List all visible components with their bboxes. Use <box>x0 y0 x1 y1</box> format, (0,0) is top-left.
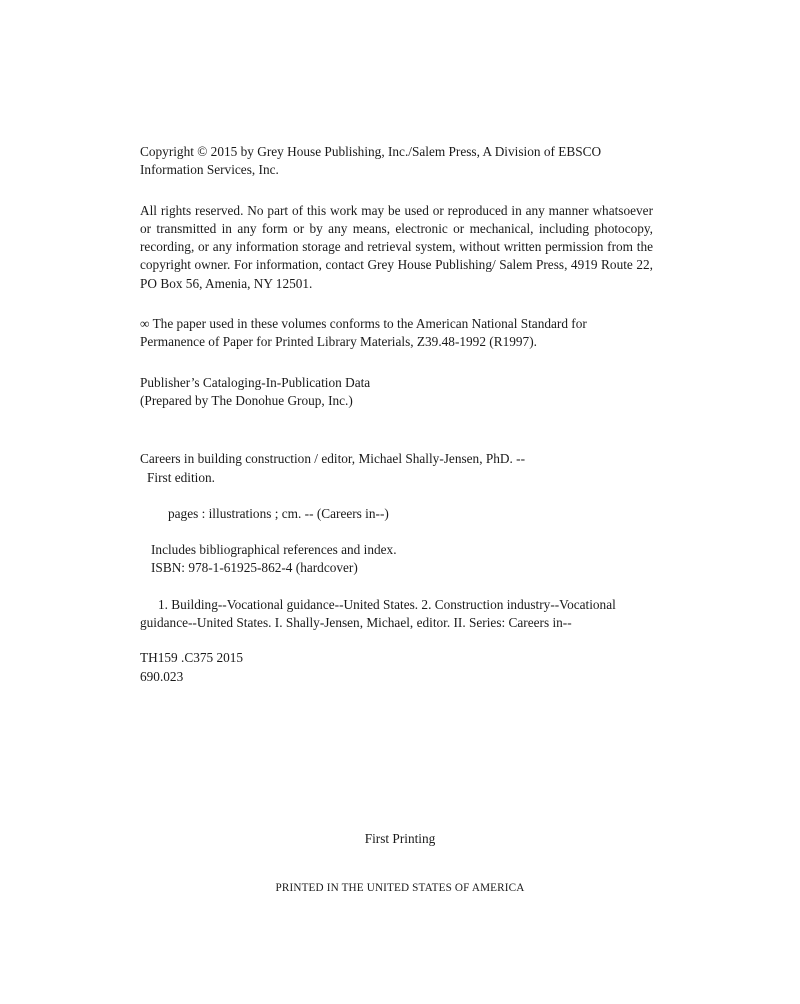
spacer <box>140 180 653 202</box>
copyright-notice: Copyright © 2015 by Grey House Publishing, Inc./Salem Press, A Division of EBSCO Information Services, Inc. <box>140 144 602 178</box>
cip-subject-headings: 1. Building--Vocational guidance--United States. 2. Construction industry--Vocational guidance--United States. I. Shally-Jensen, Michael, editor. II. Series: Careers in-- <box>140 596 616 631</box>
cip-heading: Publisher’s Cataloging-In-Publication Data <box>140 374 371 390</box>
spacer <box>140 293 653 315</box>
country-of-origin-statement: PRINTED IN THE UNITED STATES OF AMERICA <box>275 882 525 894</box>
cip-dewey-number: 690.023 <box>140 668 184 684</box>
spacer <box>140 523 653 541</box>
cip-notes: Includes bibliographical references and index. <box>151 542 397 558</box>
spacer <box>140 352 653 374</box>
spacer <box>140 410 653 450</box>
printing-statement: First Printing <box>364 831 436 846</box>
all-rights-reserved-statement: All rights reserved. No part of this work may be used or reproduced in any manner whatsoever or transmitted in any form or by any means, electronic or mechanical, including photocopy, recording, or any information storage and retrieval system, without written permission from the copyright owner. For information, contact Grey House Publishing/ Salem Press, 4919 Route 22, PO Box 56, Amenia, NY 12501. <box>140 202 653 291</box>
spacer <box>140 487 653 505</box>
cip-call-number: TH159 .C375 2015 <box>140 650 244 666</box>
spacer <box>140 578 653 596</box>
paper-permanence-statement: ∞ The paper used in these volumes conforms to the American National Standard for Permanence of Paper for Printed Library Materials, Z39.48-1992 (R1997). <box>140 316 587 350</box>
cip-prepared-by: (Prepared by The Donohue Group, Inc.) <box>140 392 353 408</box>
cip-title-statement: Careers in building construction / editor, Michael Shally-Jensen, PhD. -- <box>140 451 525 467</box>
cip-physical-description: pages : illustrations ; cm. -- (Careers in--) <box>168 505 389 521</box>
spacer <box>140 632 653 649</box>
cip-isbn: ISBN: 978-1-61925-862-4 (hardcover) <box>151 560 358 576</box>
copyright-text-block <box>140 143 653 686</box>
cip-edition: First edition. <box>147 469 215 485</box>
